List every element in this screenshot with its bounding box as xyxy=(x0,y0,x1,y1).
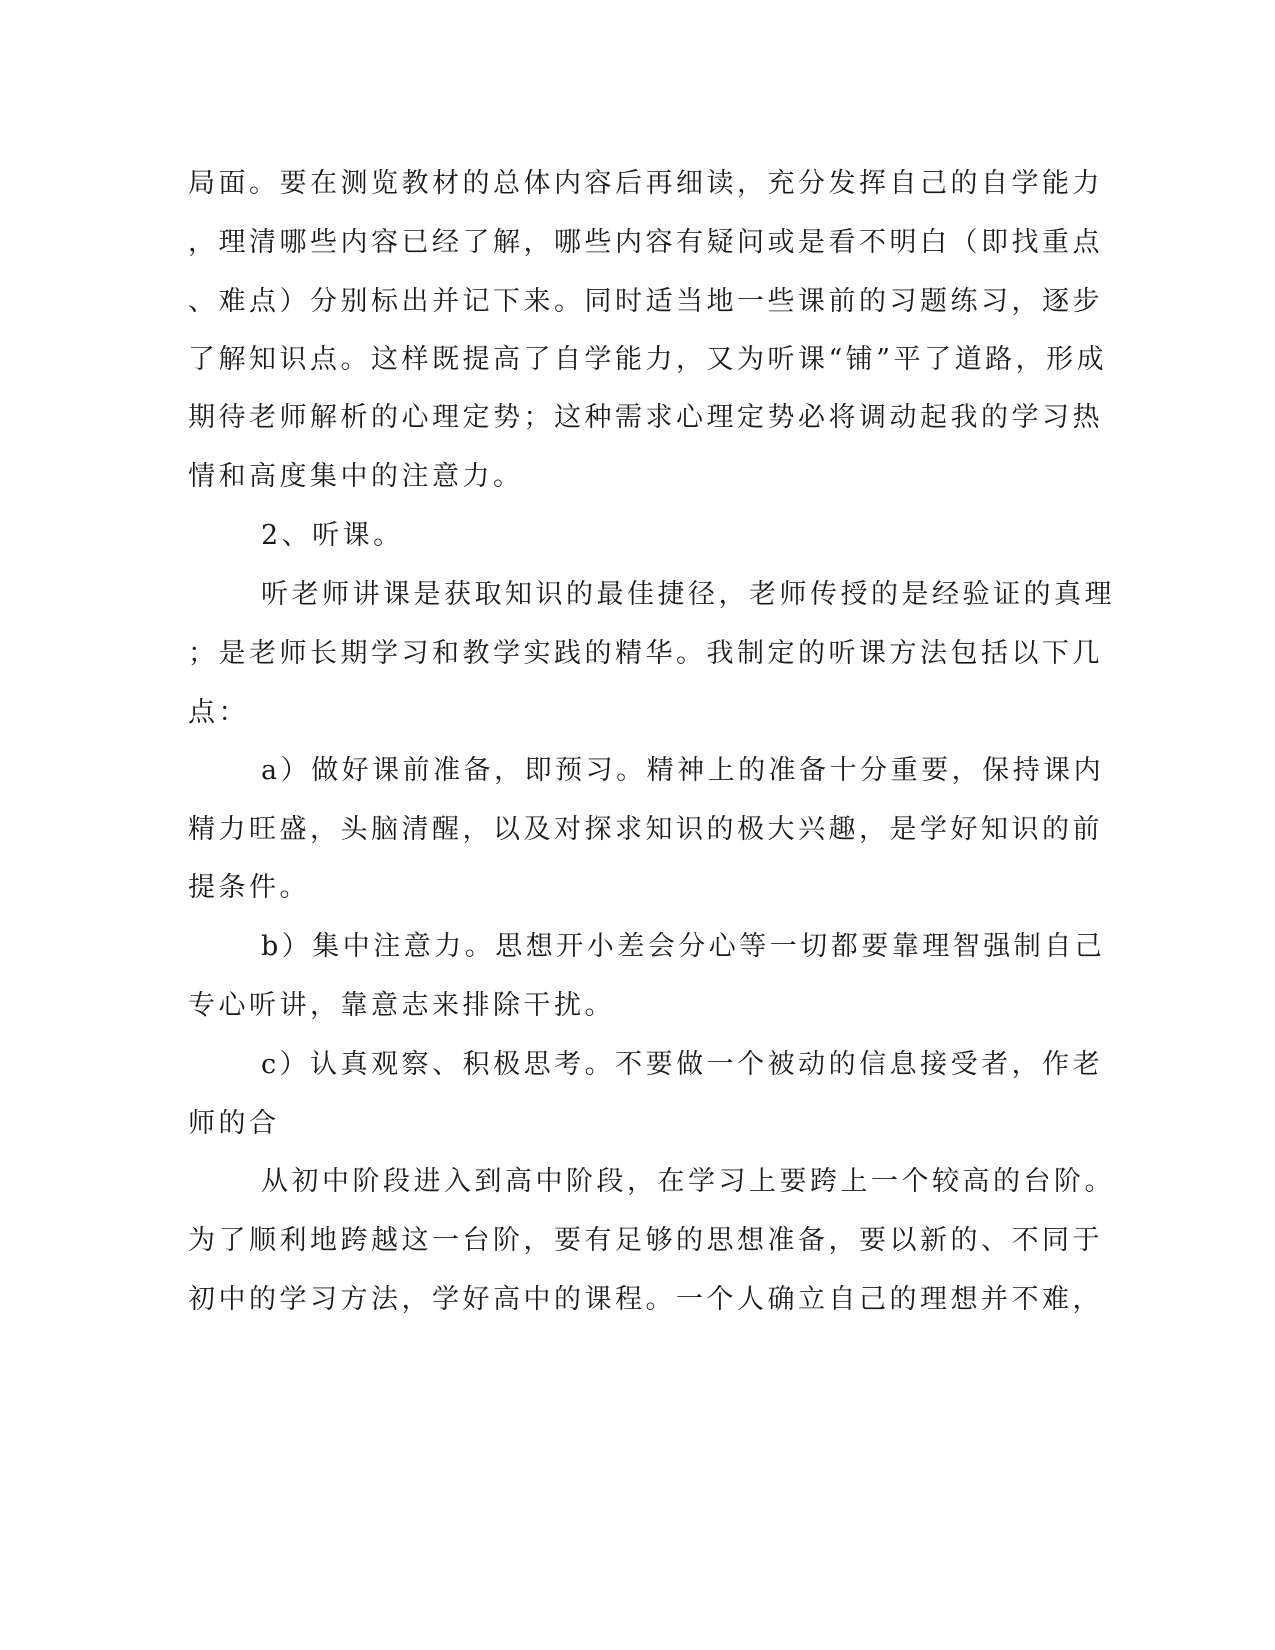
text-line: 期待老师解析的心理定势；这种需求心理定势必将调动起我的学习热 xyxy=(188,402,1103,433)
text-line: 师的合 xyxy=(188,1108,280,1139)
text-line: 提条件。 xyxy=(188,872,310,903)
text-line: ，理清哪些内容已经了解，哪些内容有疑问或是看不明白（即找重点 xyxy=(188,227,1103,258)
text-line: 为了顺利地跨越这一台阶，要有足够的思想准备，要以新的、不同于 xyxy=(188,1225,1103,1256)
text-line: b）集中注意力。思想开小差会分心等一切都要靠理智强制自己 xyxy=(261,931,1106,962)
text-line: a）做好课前准备，即预习。精神上的准备十分重要，保持课内 xyxy=(261,755,1105,786)
text-line: 局面。要在测览教材的总体内容后再细读，充分发挥自己的自学能力 xyxy=(188,168,1103,199)
section-heading: 2、听课。 xyxy=(261,520,404,551)
text-line: 听老师讲课是获取知识的最佳捷径，老师传授的是经验证的真理 xyxy=(261,579,1115,610)
text-line: 专心听讲，靠意志来排除干扰。 xyxy=(188,990,615,1021)
text-line: 初中的学习方法，学好高中的课程。一个人确立自己的理想并不难， xyxy=(188,1284,1103,1315)
text-line: 精力旺盛，头脑清醒，以及对探求知识的极大兴趣，是学好知识的前 xyxy=(188,814,1103,845)
text-line: c）认真观察、积极思考。不要做一个被动的信息接受者，作老 xyxy=(261,1049,1104,1080)
text-line: 点： xyxy=(188,697,249,728)
text-line: ；是老师长期学习和教学实践的精华。我制定的听课方法包括以下几 xyxy=(188,638,1103,669)
text-line: 从初中阶段进入到高中阶段，在学习上要跨上一个较高的台阶。 xyxy=(261,1166,1115,1197)
text-line: 情和高度集中的注意力。 xyxy=(188,461,524,492)
text-line: 了解知识点。这样既提高了自学能力，又为听课“铺”平了道路，形成 xyxy=(188,344,1108,375)
text-line: 、难点）分别标出并记下来。同时适当地一些课前的习题练习，逐步 xyxy=(188,286,1103,317)
